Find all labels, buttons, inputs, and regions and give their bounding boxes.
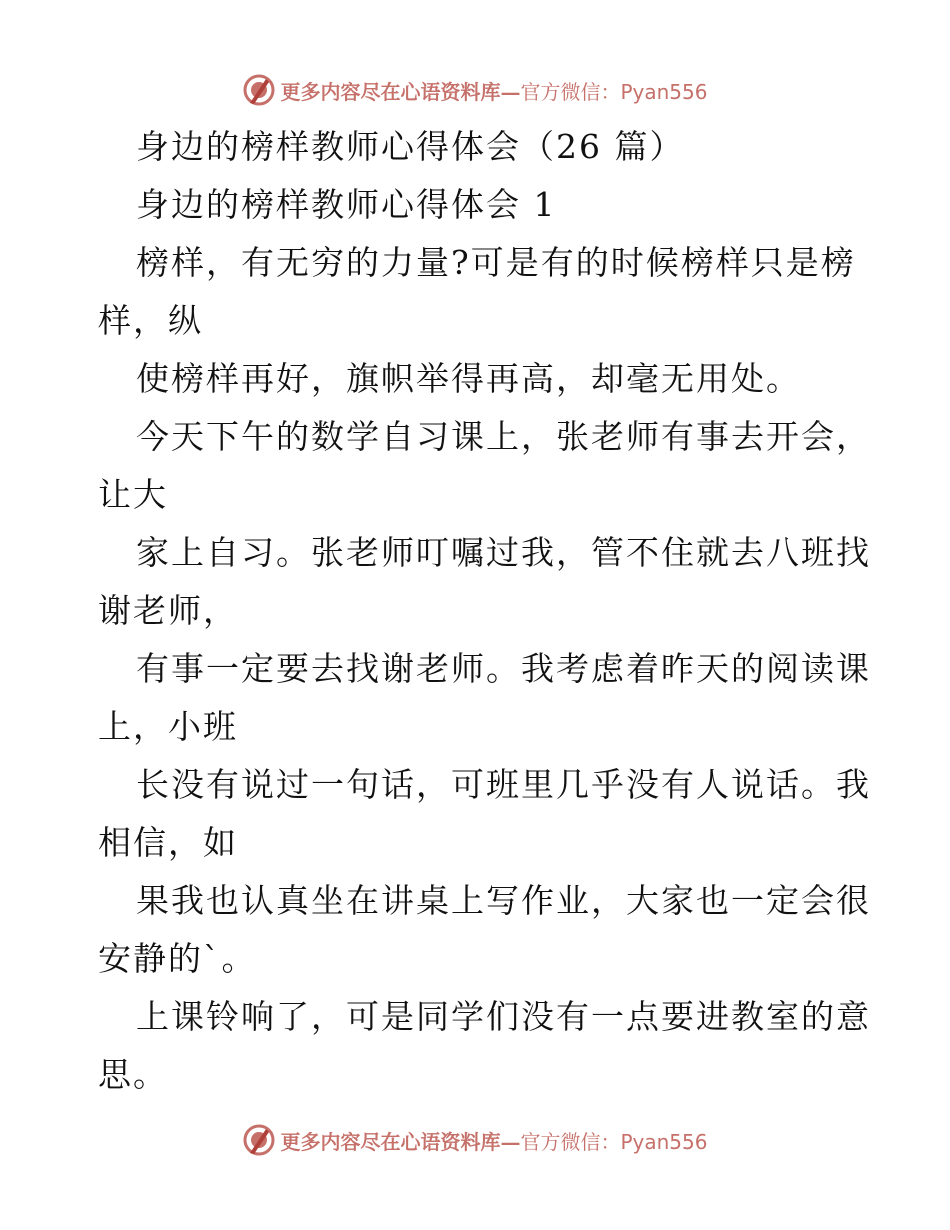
wechat-text: 官方微信：Pyan556 — [520, 79, 708, 104]
document-title: 身边的榜样教师心得体会（26 篇） — [136, 127, 685, 166]
red-quill-seal-icon — [242, 73, 276, 107]
paragraph-line: 上课铃响了，可是同学们没有一点要进教室的意 — [136, 997, 871, 1036]
paragraph-line: 长没有说过一句话，可班里几乎没有人说话。我 — [136, 765, 871, 804]
paragraph-line: 谢老师， — [98, 591, 238, 630]
promo-text: 更多内容尽在心语资料库— — [280, 79, 521, 104]
paragraph-line: 相信，如 — [98, 823, 238, 862]
footer-banner — [0, 1120, 950, 1160]
paragraph-line: 思。 — [98, 1055, 168, 1094]
header-banner — [0, 70, 950, 110]
paragraph-line: 让大 — [98, 475, 168, 514]
paragraph-line: 使榜样再好，旗帜举得再高，却毫无用处。 — [136, 359, 801, 398]
paragraph-line: 上，小班 — [98, 707, 238, 746]
paragraph-line: 安静的`。 — [98, 939, 257, 978]
paragraph-line: 有事一定要去找谢老师。我考虑着昨天的阅读课 — [136, 649, 871, 688]
paragraph-line: 果我也认真坐在讲桌上写作业，大家也一定会很 — [136, 881, 871, 920]
paragraph-line: 样，纵 — [98, 301, 203, 340]
wechat-text: 官方微信：Pyan556 — [520, 1129, 708, 1154]
promo-text: 更多内容尽在心语资料库— — [280, 1129, 521, 1154]
paragraph-line: 家上自习。张老师叮嘱过我，管不住就去八班找 — [136, 533, 871, 572]
paragraph-line: 榜样，有无穷的力量?可是有的时候榜样只是榜 — [136, 243, 856, 282]
paragraph-line: 今天下午的数学自习课上，张老师有事去开会， — [136, 417, 871, 456]
document-subtitle: 身边的榜样教师心得体会 1 — [136, 185, 557, 224]
red-quill-seal-icon — [242, 1123, 276, 1157]
document-body — [98, 118, 871, 1104]
